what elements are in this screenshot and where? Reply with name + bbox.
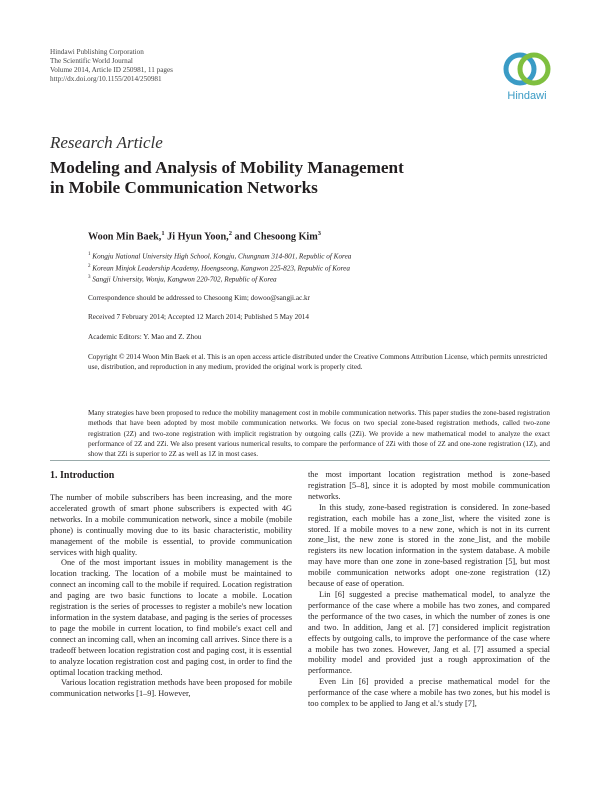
paper-title [50,158,530,198]
author-3: and Chesoong Kim [231,231,318,243]
author-1-affil: 1 [161,230,165,237]
copyright-notice: Copyright © 2014 Woon Min Baek et al. This is an open access article distributed under the Creative Commons Attribution License, which permits unrestricted use, distribution, and reproduction in any medium, provided the original work is properly cited. [88,353,548,371]
author-list [88,230,321,242]
section-heading-introduction: 1. Introduction [50,470,115,481]
paragraph: The number of mobile subscribers has been increasing, and the more accelerated growth of smart phone subscribers is expected with 4G networks. In a mobile communication network, since a mobile (mobile phone) is continually moving due to its basic characteristic, mobility management of the mobile is essential, to provide communication services with high quality. [50,493,292,557]
journal-name: The Scientific World Journal [50,57,133,65]
paragraph: Various location registration methods have been proposed for mobile communication networks [1–9]. However, [50,678,292,699]
title-line-2: in Mobile Communication Networks [50,178,318,197]
right-column [308,470,550,710]
volume-line: Volume 2014, Article ID 250981, 11 pages [50,66,173,74]
left-column [50,470,292,700]
doi-link[interactable]: http://dx.doi.org/10.1155/2014/250981 [50,75,162,83]
affiliation-2: $^2$ Korean Minjok Leadership Academy, Hoengseong, Kangwon 225-823, Republic of Korea [88,263,350,273]
author-3-affil: 3 [317,230,321,237]
academic-editors: Academic Editors: Y. Mao and Z. Zhou [88,333,202,341]
title-line-1: Modeling and Analysis of Mobility Management [50,158,404,177]
section-divider [50,460,550,461]
hindawi-logo-icon [494,47,560,91]
hindawi-wordmark: Hindawi [507,90,547,102]
paragraph: One of the most important issues in mobility management is the location tracking. The location of a mobile must be maintained to connect an incoming call to the mobile if required. Location registration and paging are two basic functions to locate a mobile. Location registration is the series of processes to register a mobile's new location information in the system database, and paging is the series of processes to page the mobile in current location, to find mobile's exact cell and connect an incoming call, when an incoming call arrives. Since there is a tradeoff between location registration cost and paging cost, it is essential to analyze location registration cost and paging cost, in order to find the optimal location tracking method. [50,558,292,677]
journal-header [50,48,173,84]
article-type: Research Article [50,133,163,152]
hindawi-logo [494,47,560,103]
abstract: Many strategies have been proposed to reduce the mobility management cost in mobile communication networks. This paper studies the zone-based registration methods that have been adopted by most mobile communication networks. We focus on two special zone-based registration methods, called two-zone registration (2Z) and two-zone registration with implicit registration by outgoing calls (2Zi). We provide a new mathematical model to analyze the exact performance of 2Z and 2Zi. We also present various numerical results, to compare the performance of 2Zi with those of 2Z and one-zone registration (1Z), and show that 2Zi is superior to 2Z as well as 1Z in most cases. [88,409,550,459]
paragraph: In this study, zone-based registration is considered. In zone-based registration, each mobile has a zone_list, where the visited zone is stored. If a mobile moves to a new zone, which is not in its current zone_list, the new zone is stored in the zone_list, and the mobile registers its new location information in the system database. A mobile may have more than one zone in zone-based registration [5], but most mobile communication networks adopt one-zone registration (1Z) because of ease of operation. [308,502,550,589]
affiliation-3: $^3$ Sangji University, Wonju, Kangwon 220-702, Republic of Korea [88,275,277,284]
author-2: Ji Hyun Yoon, [164,231,229,243]
paragraph: Even Lin [6] provided a precise mathematical model for the performance of the case where a mobile has two zones, but his model is too complex to be applied to Jang et al.'s study [7], [308,677,550,709]
affiliation-1: $^1$ Kongju National University High School, Kongju, Chungnam 314-801, Republic of Korea [88,252,352,261]
paragraph: the most important location registration method is zone-based registration [5–8], since it is adopted by most mobile communication networks. [308,470,550,501]
author-1: Woon Min Baek, [88,231,162,243]
correspondence: Correspondence should be addressed to Chesoong Kim; dowoo@sangji.ac.kr [88,294,311,302]
author-2-affil: 2 [228,230,232,237]
publisher-line: Hindawi Publishing Corporation [50,48,144,56]
dates-line: Received 7 February 2014; Accepted 12 March 2014; Published 5 May 2014 [88,313,309,321]
affiliations [88,250,351,285]
paragraph: Lin [6] suggested a precise mathematical model, to analyze the performance of the case where a mobile has two zones, and compared the performance of the two cases, in which the number of zones is one and two. In addition, Jang et al. [7] considered implicit registration effects by outgoing calls, to improve the performance of the case where a mobile has two zones. However, Jang et al. [7] assumed a special mobility model and provided just a rough approximation of the performance. [308,589,550,676]
